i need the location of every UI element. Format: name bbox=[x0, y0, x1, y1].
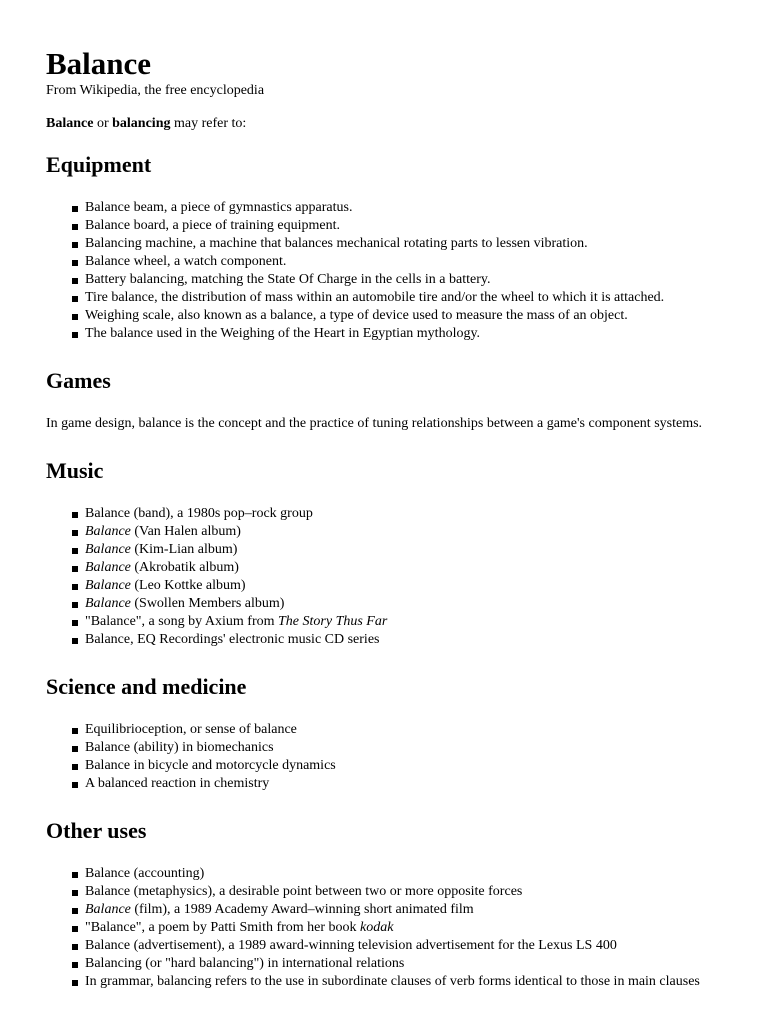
list-item-balance-wheel[interactable]: Balance wheel, a watch component. bbox=[46, 253, 736, 271]
list-item-music[interactable] bbox=[46, 595, 736, 613]
list-music bbox=[46, 505, 736, 649]
list-item-balance-board[interactable]: Balance board, a piece of training equipment. bbox=[46, 217, 736, 235]
list-item-equilibrioception[interactable]: Equilibrioception, or sense of balance bbox=[46, 721, 736, 739]
heading-equipment: Equipment bbox=[46, 152, 152, 177]
list-item-balance-ability[interactable]: Balance (ability) in biomechanics bbox=[46, 739, 736, 757]
item-text: (Leo Kottke album) bbox=[130, 578, 246, 593]
item-text: Balance, EQ Recordings' electronic music CD series bbox=[85, 632, 380, 647]
item-text: Balance (advertisement), a 1989 award-winning television advertisement for the Lexus LS 400 bbox=[85, 938, 617, 953]
item-text: Balance (band), a 1980s pop–rock group bbox=[85, 506, 313, 521]
list-item-music[interactable] bbox=[46, 523, 736, 541]
list-item-balanced-reaction[interactable]: A balanced reaction in chemistry bbox=[46, 775, 736, 793]
list-item-other[interactable] bbox=[46, 955, 736, 973]
item-italic: Balance bbox=[85, 596, 131, 611]
list-item-music[interactable] bbox=[46, 613, 736, 631]
list-item-weighing-of-heart[interactable]: The balance used in the Weighing of the Heart in Egyptian mythology. bbox=[46, 325, 736, 343]
list-other-uses bbox=[46, 865, 736, 991]
list-item-music[interactable] bbox=[46, 577, 736, 595]
page-title: Balance bbox=[46, 46, 152, 81]
list-item-music[interactable] bbox=[46, 559, 736, 577]
list-item-balancing-machine[interactable]: Balancing machine, a machine that balances mechanical rotating parts to lessen vibration. bbox=[46, 235, 736, 253]
item-text: "Balance", a song by Axium from bbox=[85, 614, 279, 629]
list-item-music[interactable] bbox=[46, 541, 736, 559]
item-text: "Balance", a poem by Patti Smith from her book bbox=[85, 920, 361, 935]
item-italic-end: The Story Thus Far bbox=[278, 614, 388, 629]
heading-other-uses: Other uses bbox=[46, 818, 147, 843]
item-italic: Balance bbox=[85, 578, 131, 593]
games-paragraph: In game design, balance is the concept and the practice of tuning relationships between a game's component systems. bbox=[46, 416, 703, 431]
item-italic: Balance bbox=[85, 560, 131, 575]
item-text: (Van Halen album) bbox=[130, 524, 241, 539]
item-text: Balance (metaphysics), a desirable point between two or more opposite forces bbox=[85, 884, 523, 899]
list-item-other[interactable] bbox=[46, 865, 736, 883]
list-item-balance-beam[interactable]: Balance beam, a piece of gymnastics apparatus. bbox=[46, 199, 736, 217]
list-item-bicycle-dynamics[interactable]: Balance in bicycle and motorcycle dynamics bbox=[46, 757, 736, 775]
intro-term-balance: Balance bbox=[46, 116, 94, 131]
list-item-music[interactable] bbox=[46, 505, 736, 523]
item-italic-end: kodak bbox=[360, 920, 394, 935]
heading-science-and-medicine: Science and medicine bbox=[46, 674, 247, 699]
intro-or: or bbox=[93, 116, 113, 131]
heading-music: Music bbox=[46, 458, 104, 483]
heading-games: Games bbox=[46, 368, 111, 393]
list-item-tire-balance[interactable]: Tire balance, the distribution of mass within an automobile tire and/or the wheel to which it is attached. bbox=[46, 289, 736, 307]
list-item-other[interactable] bbox=[46, 937, 736, 955]
item-text: (Kim-Lian album) bbox=[130, 542, 238, 557]
item-text: Balance (accounting) bbox=[85, 866, 205, 881]
intro-term-balancing: balancing bbox=[112, 116, 171, 131]
item-italic: Balance bbox=[85, 902, 131, 917]
intro-rest: may refer to: bbox=[170, 116, 247, 131]
article bbox=[46, 44, 736, 991]
item-italic: Balance bbox=[85, 542, 131, 557]
list-item-other[interactable] bbox=[46, 973, 736, 991]
item-italic: Balance bbox=[85, 524, 131, 539]
page-subtitle: From Wikipedia, the free encyclopedia bbox=[46, 83, 265, 98]
list-science bbox=[46, 721, 736, 793]
intro-paragraph bbox=[46, 115, 736, 133]
list-item-other[interactable] bbox=[46, 919, 736, 937]
list-item-weighing-scale[interactable]: Weighing scale, also known as a balance, a type of device used to measure the mass of an object. bbox=[46, 307, 736, 325]
list-item-battery-balancing[interactable]: Battery balancing, matching the State Of Charge in the cells in a battery. bbox=[46, 271, 736, 289]
list-item-music[interactable] bbox=[46, 631, 736, 649]
item-text: In grammar, balancing refers to the use in subordinate clauses of verb forms identical to those in main clauses bbox=[85, 974, 700, 989]
item-text: (Swollen Members album) bbox=[130, 596, 285, 611]
list-item-other[interactable] bbox=[46, 883, 736, 901]
item-text: (film), a 1989 Academy Award–winning short animated film bbox=[130, 902, 474, 917]
item-text: (Akrobatik album) bbox=[130, 560, 239, 575]
list-equipment bbox=[46, 199, 736, 343]
item-text: Balancing (or "hard balancing") in international relations bbox=[85, 956, 405, 971]
list-item-other[interactable] bbox=[46, 901, 736, 919]
